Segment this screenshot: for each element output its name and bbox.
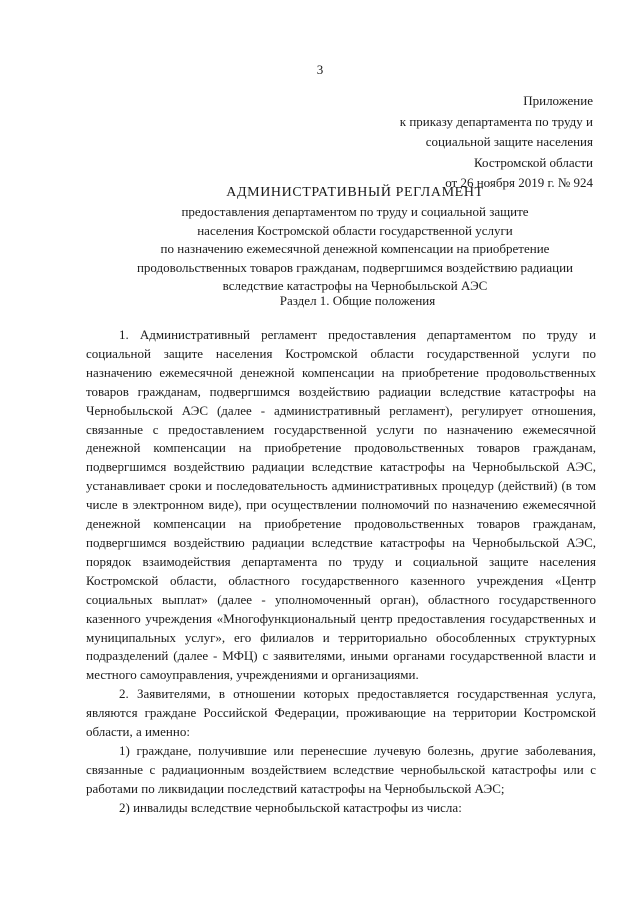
- paragraph: 1) граждане, получившие или перенесшие лучевую болезнь, другие заболевания, связанные с радиационным воздействием вследствие чернобыльской катастрофы или с работами по ликвидации последствий катастрофы на Чернобыльской АЭС;: [86, 742, 596, 796]
- section-heading: Раздел 1. Общие положения: [279, 293, 436, 308]
- appendix-line: Приложение: [523, 93, 593, 108]
- title-subtitle-line: населения Костромской области государственной услуги: [197, 222, 513, 238]
- appendix-line: социальной защите населения: [425, 134, 593, 149]
- title-subtitle-line: продовольственных товаров гражданам, подвергшимся воздействию радиации: [136, 259, 574, 275]
- appendix-block: [400, 91, 593, 194]
- document-title: АДМИНИСТРАТИВНЫЙ РЕГЛАМЕНТ: [226, 185, 484, 200]
- page-number: 3: [316, 62, 324, 77]
- title-subtitle-line: предоставления департаментом по труду и социальной защите: [181, 204, 529, 219]
- paragraph: 1. Административный регламент предоставления департаментом по труду и социальной защите населения Костромской области государственной услуги по назначению ежемесячной денежной компенсации на приобретение продовольственных товаров гражданам, подвергшимся воздействию радиации вследствие катастрофы на Чернобыльской АЭС (далее - административный регламент), регулирует отношения, связанные с предоставлением государственной услуги по назначению ежемесячной денежной компенсации на приобретение продовольственных товаров гражданам, подвергшимся воздействию радиации вследствие катастрофы на Чернобыльской АЭС, устанавливает сроки и последовательность административных процедур (действий) (в том числе в электронном виде), при осуществлении полномочий по назначению ежемесячной денежной компенсации на приобретение продовольственных товаров гражданам, подвергшимся воздействию радиации вследствие катастрофы на Чернобыльской АЭС, порядок взаимодействия департамента по труду и социальной защите населения Костромской области, областного государственного казенного учреждения «Центр социальных выплат» (далее - уполномоченный орган), областного государственного казенного учреждения «Многофункциональный центр предоставления государственных и муниципальных услуг», его филиалов и территориально обособленных структурных подразделений (далее - МФЦ) с заявителями, иными органами государственной власти и местного самоуправления, учреждениями и организациями.: [86, 327, 596, 683]
- appendix-line: Костромской области: [473, 154, 593, 170]
- title-block: [60, 183, 640, 296]
- title-subtitle-line: вследствие катастрофы на Чернобыльской АЭС: [222, 278, 488, 293]
- paragraph: 2) инвалиды вследствие чернобыльской катастрофы из числа:: [119, 799, 462, 815]
- paragraph: 2. Заявителями, в отношении которых предоставляется государственная услуга, являются граждане Российской Федерации, проживающие на территории Костромской области, а именно:: [86, 686, 596, 740]
- appendix-line: к приказу департамента по труду и: [399, 113, 593, 129]
- document-body: [86, 326, 596, 818]
- title-subtitle-line: по назначению ежемесячной денежной компенсации на приобретение: [160, 241, 550, 256]
- appendix-line: от 26 ноября 2019 г. № 924: [445, 175, 593, 190]
